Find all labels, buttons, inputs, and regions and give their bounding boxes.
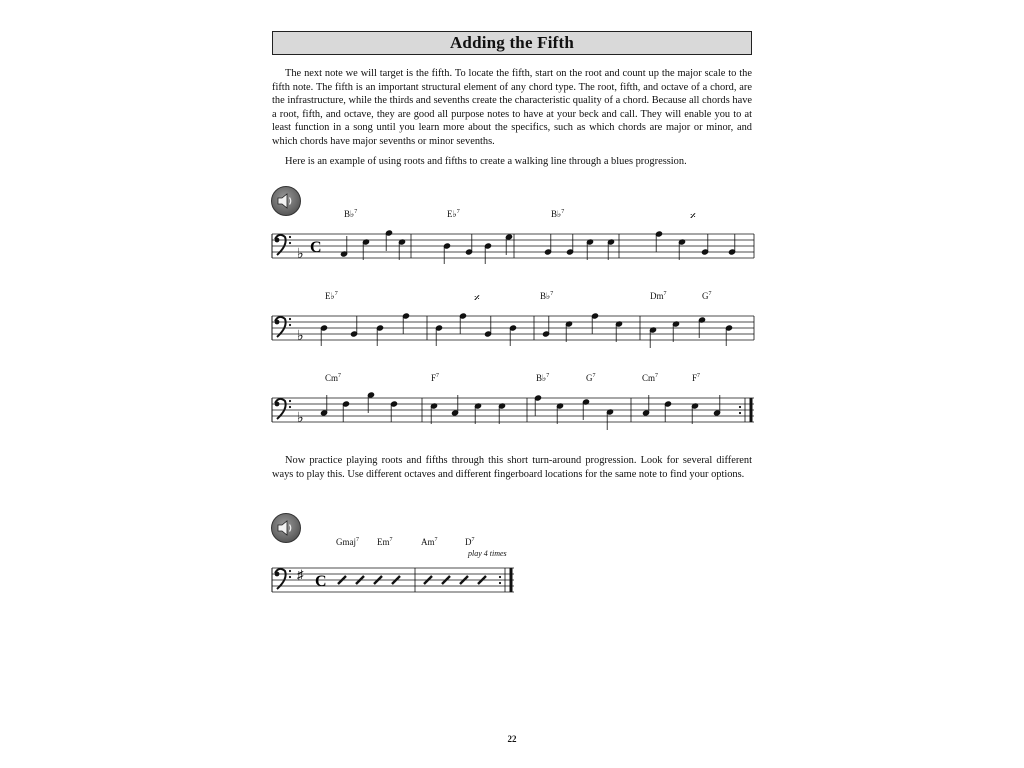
chord-extension: 7 <box>697 373 701 379</box>
chord-symbol <box>325 373 341 383</box>
chord-symbol <box>377 537 393 547</box>
chord-accidental: ♭ <box>557 209 562 219</box>
chord-extension: 7 <box>550 291 554 297</box>
bass-staff-turnaround <box>270 562 520 602</box>
chord-extension: 7 <box>663 291 667 297</box>
chord-symbol <box>642 373 658 383</box>
chord-root: C <box>642 373 649 383</box>
chord-symbol <box>702 291 712 301</box>
key-signature-flat: ♭ <box>297 329 304 344</box>
speaker-icon-2[interactable] <box>271 513 301 543</box>
chord-symbol <box>421 537 438 547</box>
chord-symbol <box>336 537 359 547</box>
chord-extension: 7 <box>592 373 596 379</box>
audio-play-icon <box>276 519 296 537</box>
chord-root: C <box>325 373 332 383</box>
chord-symbol <box>431 373 439 383</box>
intro-paragraph <box>272 67 752 149</box>
chord-root: F <box>431 373 437 383</box>
chord-extension: 7 <box>471 537 475 543</box>
key-signature-flat: ♭ <box>297 411 304 426</box>
chord-root: B <box>536 373 543 383</box>
chord-extension: 7 <box>356 537 359 543</box>
chord-quality: m <box>331 373 339 383</box>
chord-root: G <box>702 291 709 301</box>
common-time-signature: C <box>315 573 327 590</box>
chord-symbol <box>344 209 357 220</box>
notes-line-1 <box>340 230 735 264</box>
chord-accidental: ♭ <box>546 291 551 301</box>
chord-root: B <box>540 291 547 301</box>
key-signature-flat: ♭ <box>297 247 304 262</box>
bass-staff-line-3 <box>270 390 760 436</box>
chord-symbol <box>650 291 667 301</box>
chord-symbol <box>465 537 475 547</box>
chord-extension: 7 <box>456 209 460 215</box>
common-time-signature: C <box>310 239 322 256</box>
chord-accidental: ♭ <box>330 291 335 301</box>
chord-extension: 7 <box>334 291 338 297</box>
chord-symbol <box>586 373 596 383</box>
chord-symbol <box>692 373 700 383</box>
chord-extension: 7 <box>655 373 659 379</box>
chord-quality: m <box>648 373 656 383</box>
play-count-instruction: play 4 times <box>468 549 507 558</box>
chord-root: G <box>336 537 343 547</box>
audio-play-icon <box>276 192 296 210</box>
chord-root: B <box>551 209 558 219</box>
intro-paragraph-2-text: Here is an example of using roots and fifths to create a walking line through a blues progression. <box>285 156 687 167</box>
chord-quality: maj <box>342 537 356 547</box>
key-signature-sharp: ♯ <box>297 567 304 582</box>
chord-symbol <box>447 209 460 220</box>
chord-root: D <box>465 537 472 547</box>
chord-root: G <box>586 373 593 383</box>
chord-symbol <box>540 291 553 302</box>
bass-staff-line-2 <box>270 308 760 354</box>
chord-extension: 7 <box>436 373 440 379</box>
chord-root: F <box>692 373 698 383</box>
chord-extension: 7 <box>338 373 342 379</box>
chord-root: A <box>421 537 428 547</box>
speaker-icon[interactable] <box>271 186 301 216</box>
section-title-bar <box>272 31 752 55</box>
notes-line-3 <box>320 392 720 430</box>
chord-quality: m <box>656 291 664 301</box>
chord-root: B <box>344 209 351 219</box>
notes-line-2 <box>320 313 732 348</box>
chord-extension: 7 <box>561 209 565 215</box>
chord-symbol <box>551 209 564 220</box>
practice-paragraph <box>272 454 752 481</box>
section-title: Adding the Fifth <box>449 33 575 52</box>
chord-accidental: ♭ <box>452 209 457 219</box>
chord-quality: m <box>382 537 390 547</box>
intro-paragraph-2 <box>272 155 752 169</box>
page-number: 22 <box>507 734 517 744</box>
chord-extension: 7 <box>354 209 358 215</box>
intro-paragraph-text: The next note we will target is the fifth. To locate the fifth, start on the root and count up the major scale to the fifth note. The fifth is an important structural element of any chord type. The root, fifth, and octave of a chord, are the infrastructure, while the thirds and sevenths create the characteristic quality of a chord. Because all chords have a root, fifth, and octave, they are good all purpose notes to have at your beck and call. They will enable you to at least function in a song until you learn more about the specifics, such as which chords are major or minor, and which chords have major sevenths or minor sevenths. <box>272 68 752 147</box>
chord-extension: 7 <box>389 537 393 543</box>
chord-symbol <box>325 291 338 302</box>
chord-root: D <box>650 291 657 301</box>
chord-symbol <box>536 373 549 384</box>
bass-staff-line-1 <box>270 226 760 272</box>
chord-extension: 7 <box>434 537 438 543</box>
chord-accidental: ♭ <box>542 373 547 383</box>
repeat-measure-sign: 𝄎 <box>474 291 480 305</box>
chord-root: E <box>325 291 331 301</box>
chord-extension: 7 <box>546 373 550 379</box>
chord-root: E <box>447 209 453 219</box>
repeat-measure-sign: 𝄎 <box>690 209 696 223</box>
practice-paragraph-text: Now practice playing roots and fifths through this short turn-around progression. Look for several different ways to play this. Use different octaves and different fingerboard locations for the same note to find your options. <box>272 455 752 480</box>
chord-quality: m <box>427 537 435 547</box>
chord-extension: 7 <box>708 291 712 297</box>
chord-root: E <box>377 537 383 547</box>
chord-accidental: ♭ <box>350 209 355 219</box>
